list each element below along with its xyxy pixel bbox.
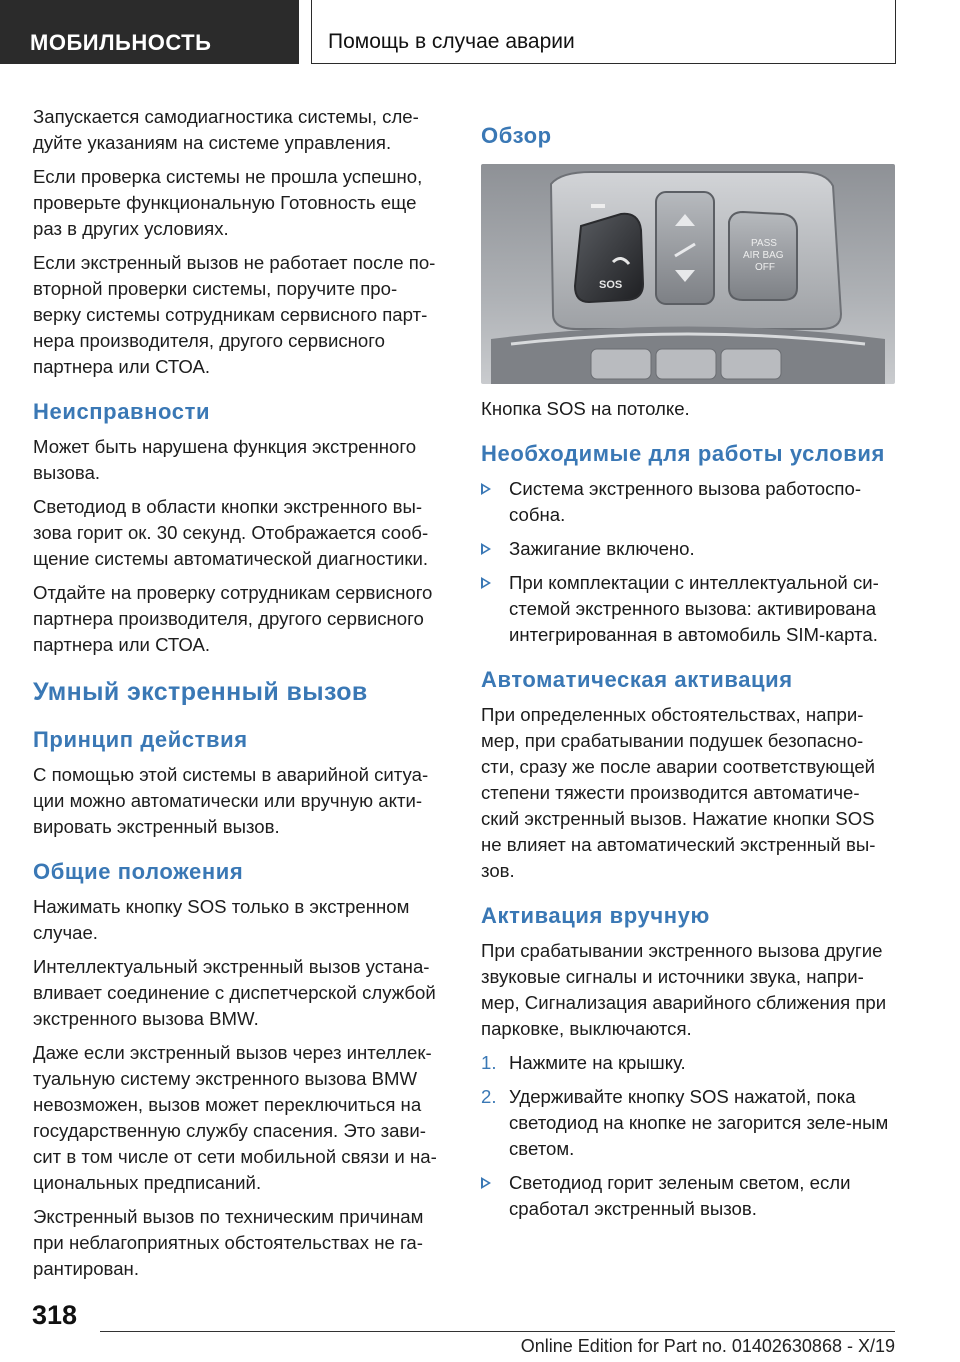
paragraph: Даже если экстренный вызов через интеллек-туальную систему экстренного вызова BMW невозможен, вызов может переключиться на государственную службу спасения. Это зави-сит в том числе от сети мобильной связи и на-циональных предписаний. — [33, 1042, 437, 1193]
sunroof-switch — [656, 192, 714, 304]
paragraph: Запускается самодиагностика системы, сле-дуйте указаниям на системе управления. — [33, 106, 419, 153]
sos-label: SOS — [599, 279, 623, 291]
heading-principle: Принцип действия — [33, 727, 248, 752]
list-item: Зажигание включено. — [481, 536, 895, 562]
triangle-bullet-icon — [481, 577, 491, 589]
edition-note: Online Edition for Part no. 01402630868 - X/19 — [520, 1336, 895, 1356]
heading-general: Общие положения — [33, 859, 244, 884]
indicator-mark — [591, 204, 605, 208]
list-item: Светодиод горит зеленым светом, если сработал экстренный вызов. — [481, 1170, 895, 1222]
paragraph: С помощью этой системы в аварийной ситуа-ции можно автоматически или вручную акти-вировать экстренный вызов. — [33, 764, 429, 837]
topic-title: Помощь в случае аварии — [311, 0, 896, 64]
step-note-list — [481, 1170, 895, 1222]
left-column — [33, 104, 445, 1290]
triangle-bullet-icon — [481, 543, 491, 555]
step-number: 1. — [481, 1052, 497, 1073]
footer-divider — [100, 1331, 895, 1332]
steps-list — [481, 1050, 895, 1162]
heading-conditions: Необходимые для работы условия — [481, 441, 885, 466]
paragraph: Интеллектуальный экстренный вызов устана-вливает соединение с диспетчерской службой экстренного вызова BMW. — [33, 956, 436, 1029]
right-column — [481, 104, 895, 1230]
step-number: 2. — [481, 1086, 497, 1107]
airbag-label-line2: AIR BAG — [743, 250, 784, 261]
heading-smart-emergency-call: Умный экстренный вызов — [33, 678, 368, 706]
paragraph: При срабатывании экстренного вызова другие звуковые сигналы и источники звука, напри-мер, Сигнализация аварийного сближения при парковке, выключаются. — [481, 940, 887, 1039]
paragraph: Отдайте на проверку сотрудникам сервисного партнера производителя, другого сервисного партнера или СТОА. — [33, 582, 433, 655]
conditions-list — [481, 476, 895, 648]
sos-button-photo — [481, 164, 895, 384]
page-number: 318 — [32, 1300, 78, 1330]
step-item: 2. Удерживайте кнопку SOS нажатой, пока светодиод на кнопке не загорится зеле-ным светом. — [481, 1086, 889, 1159]
heading-manual-activation: Активация вручную — [481, 903, 710, 928]
list-item: Система экстренного вызова работоспо-собна. — [481, 476, 895, 528]
paragraph: При определенных обстоятельствах, напри-мер, при срабатывании подушек безопасно-сти, сразу же после аварии соответствующей степени тяжести производится автоматиче-ский экстренный вызов. Нажатие кнопки SOS не влияет на автоматический экстренный вы-зов. — [481, 704, 876, 881]
triangle-bullet-icon — [481, 483, 491, 495]
paragraph: Если проверка системы не прошла успешно, проверьте функциональную Готовность еще раз в других условиях. — [33, 166, 423, 239]
section-tab: МОБИЛЬНОСТЬ — [0, 0, 299, 64]
light-switch-2 — [656, 349, 716, 379]
paragraph: Нажимать кнопку SOS только в экстренном случае. — [33, 896, 410, 943]
paragraph: Если экстренный вызов не работает после по-вторной проверки системы, поручите про-верку системы сотрудникам сервисного парт-нера производителя, другого сервисного партнера или СТОА. — [33, 252, 436, 377]
paragraph: Светодиод в области кнопки экстренного вы-зова горит ок. 30 секунд. Отображается сооб-щение системы автоматической диагностики. — [33, 496, 429, 569]
airbag-label-line3: OFF — [755, 262, 775, 273]
heading-faults: Неисправности — [33, 399, 211, 424]
airbag-label-line1: PASS — [751, 238, 777, 249]
triangle-bullet-icon — [481, 1177, 491, 1189]
heading-overview: Обзор — [481, 123, 552, 148]
paragraph: Может быть нарушена функция экстренного вызова. — [33, 436, 417, 483]
light-switch-3 — [721, 349, 781, 379]
light-switch-1 — [591, 349, 651, 379]
paragraph: Экстренный вызов по техническим причинам при неблагоприятных обстоятельствах не га-рантирован. — [33, 1206, 424, 1279]
step-item: 1. Нажмите на крышку. — [481, 1050, 895, 1076]
list-item: При комплектации с интеллектуальной си-стемой экстренного вызова: активирована интегрированная в автомобиль SIM-карта. — [481, 570, 895, 648]
heading-auto-activation: Автоматическая активация — [481, 667, 793, 692]
photo-caption: Кнопка SOS на потолке. — [481, 398, 690, 419]
